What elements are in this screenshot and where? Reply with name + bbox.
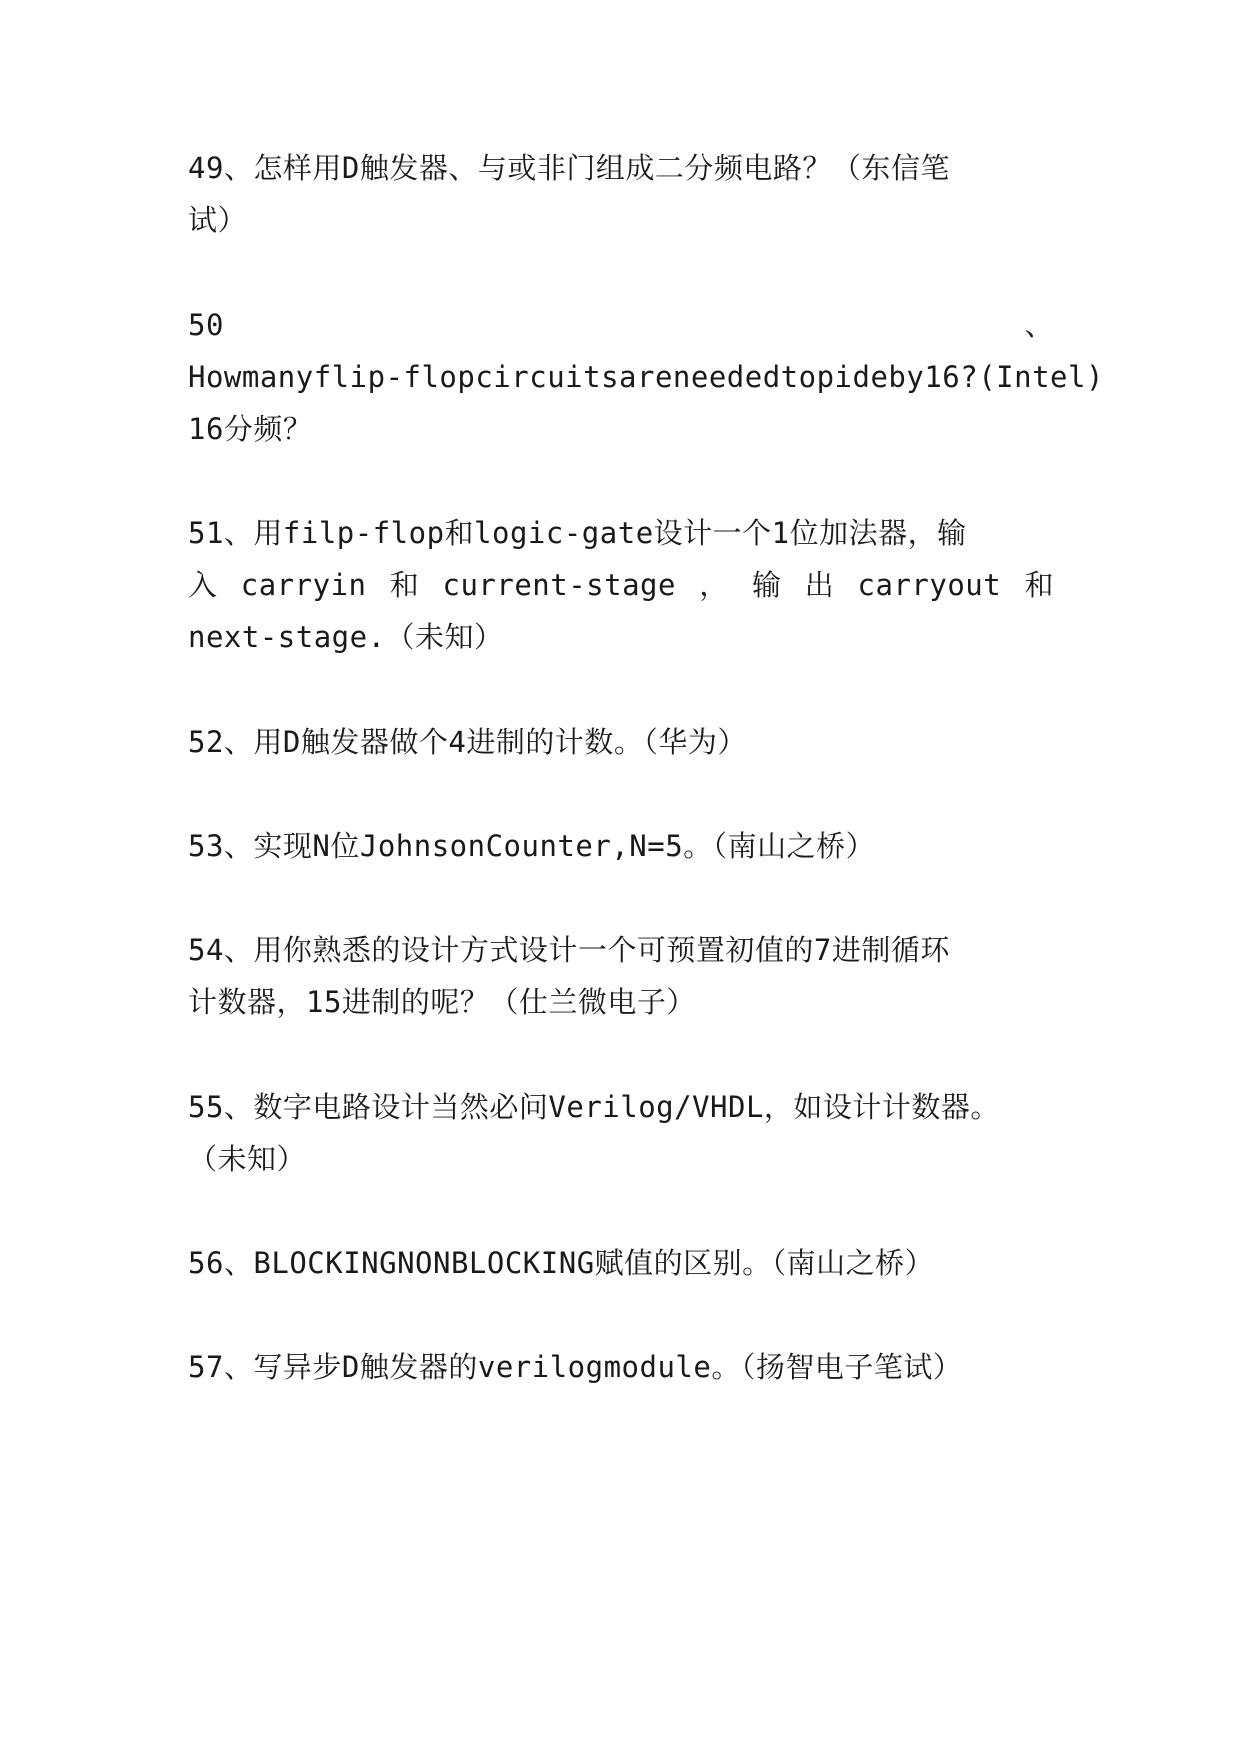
question-56-line-1: 56、BLOCKINGNONBLOCKING赋值的区别。（南山之桥）	[188, 1246, 935, 1280]
question-51-word: carryout	[857, 568, 1002, 602]
question-50-line-3: 16分频？	[188, 412, 313, 446]
question-55-line-2: （未知）	[188, 1142, 307, 1176]
question-57-line-1: 57、写异步D触发器的verilogmodule。（扬智电子笔试）	[188, 1350, 963, 1384]
question-50-line-1	[188, 305, 1054, 345]
question-51-line-2	[188, 565, 1054, 605]
question-49-line-1: 49、怎样用D触发器、与或非门组成二分频电路？（东信笔	[188, 151, 950, 185]
question-53-line-1: 53、实现N位JohnsonCounter,N=5。（南山之桥）	[188, 829, 876, 863]
question-51-word: 和	[1024, 568, 1054, 602]
question-51-word: carryin	[240, 568, 367, 602]
question-54-line-1: 54、用你熟悉的设计方式设计一个可预置初值的7进制循环	[188, 933, 950, 967]
question-51-word: 输	[752, 568, 782, 602]
question-51-line-3: next-stage.（未知）	[188, 620, 504, 654]
question-55-line-1: 55、数字电路设计当然必问Verilog/VHDL，如设计计数器。	[188, 1090, 1000, 1124]
question-51-word: current-stage	[442, 568, 676, 602]
question-51-line-1: 51、用filp-flop和logic-gate设计一个1位加法器，输	[188, 516, 967, 550]
question-51-word: 入	[188, 568, 218, 602]
question-51-word: 和	[389, 568, 420, 602]
question-50-line-2: Howmanyflip-flopcircuitsareneededtopideby16?(Intel)	[188, 360, 1104, 394]
question-51-word: ，	[699, 568, 729, 602]
question-50-separator: 、	[1024, 308, 1054, 342]
question-52-line-1: 52、用D触发器做个4进制的计数。（华为）	[188, 725, 747, 759]
question-50-number: 50	[188, 308, 224, 342]
question-51-word: 出	[804, 568, 835, 602]
question-54-line-2: 计数器，15进制的呢？（仕兰微电子）	[188, 985, 696, 1019]
question-49-line-2: 试）	[188, 203, 248, 237]
